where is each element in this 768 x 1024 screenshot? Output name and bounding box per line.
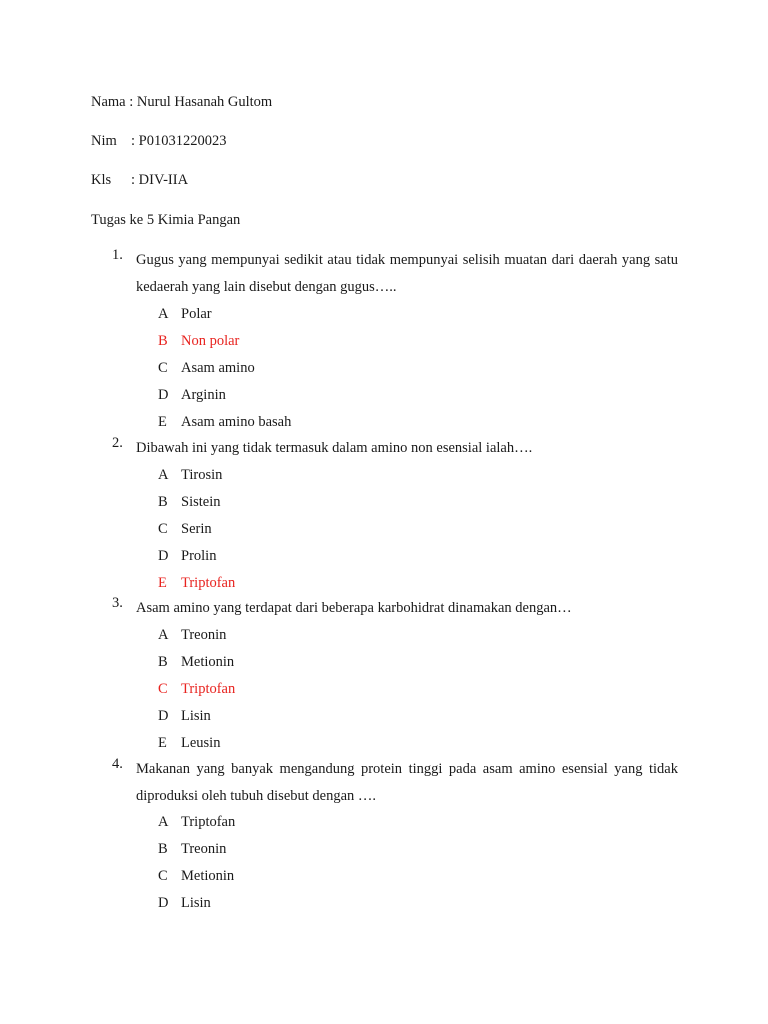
option-text: Lisin xyxy=(181,895,211,911)
option-text: Asam amino basah xyxy=(181,414,292,430)
option-letter: D xyxy=(158,548,169,564)
option-letter: D xyxy=(158,387,169,403)
option-letter: A xyxy=(158,306,169,322)
option-e xyxy=(158,730,235,757)
student-name-line xyxy=(91,94,272,111)
question-3 xyxy=(112,595,678,622)
option-text: Serin xyxy=(181,521,212,537)
option-text: Leusin xyxy=(181,735,221,751)
option-text: Treonin xyxy=(181,627,227,643)
option-letter: E xyxy=(158,735,167,751)
student-id-line xyxy=(91,133,226,150)
option-text: Triptofan xyxy=(181,814,236,830)
question-text: Makanan yang banyak mengandung protein tinggi pada asam amino esensial yang tidak diproduksi oleh tubuh disebut dengan …. xyxy=(136,761,678,804)
option-e xyxy=(158,409,291,436)
option-letter: B xyxy=(158,841,168,857)
option-letter: A xyxy=(158,814,169,830)
option-text: Metionin xyxy=(181,868,235,884)
question-number: 4. xyxy=(112,756,123,772)
option-letter: E xyxy=(158,575,167,591)
option-d xyxy=(158,382,291,409)
nim-label: Nim xyxy=(91,133,117,149)
question-number: 2. xyxy=(112,435,123,451)
question-4-options xyxy=(158,809,235,917)
option-letter: B xyxy=(158,494,168,510)
option-c-correct xyxy=(158,676,235,703)
question-1-options xyxy=(158,301,291,436)
question-text: Asam amino yang terdapat dari beberapa karbohidrat dinamakan dengan… xyxy=(136,600,572,616)
option-letter: A xyxy=(158,627,169,643)
option-letter: C xyxy=(158,681,168,697)
option-d xyxy=(158,703,235,730)
option-text: Tirosin xyxy=(181,467,223,483)
option-letter: B xyxy=(158,654,168,670)
nim-value: : P01031220023 xyxy=(131,133,227,149)
option-text: Triptofan xyxy=(181,575,236,591)
option-text: Non polar xyxy=(181,333,240,349)
option-letter: D xyxy=(158,708,169,724)
option-a xyxy=(158,462,235,489)
option-b xyxy=(158,649,235,676)
question-4 xyxy=(112,756,678,810)
question-number: 3. xyxy=(112,595,123,611)
option-text: Treonin xyxy=(181,841,227,857)
option-b xyxy=(158,836,235,863)
option-letter: A xyxy=(158,467,169,483)
assignment-title: Tugas ke 5 Kimia Pangan xyxy=(91,212,241,228)
option-letter: D xyxy=(158,895,169,911)
option-text: Polar xyxy=(181,306,212,322)
option-text: Asam amino xyxy=(181,360,255,376)
option-letter: C xyxy=(158,360,168,376)
question-number: 1. xyxy=(112,247,123,263)
question-text: Dibawah ini yang tidak termasuk dalam amino non esensial ialah…. xyxy=(136,440,533,456)
option-letter: C xyxy=(158,868,168,884)
option-b xyxy=(158,489,235,516)
question-2-options xyxy=(158,462,235,597)
option-text: Sistein xyxy=(181,494,221,510)
option-text: Metionin xyxy=(181,654,235,670)
name-label: Nama : xyxy=(91,94,137,110)
option-a xyxy=(158,301,291,328)
question-2 xyxy=(112,435,678,462)
option-letter: B xyxy=(158,333,168,349)
option-c xyxy=(158,516,235,543)
option-d xyxy=(158,543,235,570)
option-text: Prolin xyxy=(181,548,217,564)
option-letter: C xyxy=(158,521,168,537)
question-3-options xyxy=(158,622,235,757)
class-line xyxy=(91,172,188,189)
option-letter: E xyxy=(158,414,167,430)
option-text: Arginin xyxy=(181,387,226,403)
name-value: Nurul Hasanah Gultom xyxy=(136,94,273,110)
option-c xyxy=(158,863,235,890)
class-label: Kls xyxy=(91,172,112,188)
option-e-correct xyxy=(158,570,235,597)
option-b-correct xyxy=(158,328,291,355)
class-value: : DIV-IIA xyxy=(131,172,189,188)
option-d xyxy=(158,890,235,917)
option-a xyxy=(158,622,235,649)
option-a xyxy=(158,809,235,836)
option-c xyxy=(158,355,291,382)
question-1 xyxy=(112,247,678,301)
question-text: Gugus yang mempunyai sedikit atau tidak mempunyai selisih muatan dari daerah yang satu kedaerah yang lain disebut dengan gugus….. xyxy=(136,252,678,295)
option-text: Lisin xyxy=(181,708,211,724)
option-text: Triptofan xyxy=(181,681,236,697)
